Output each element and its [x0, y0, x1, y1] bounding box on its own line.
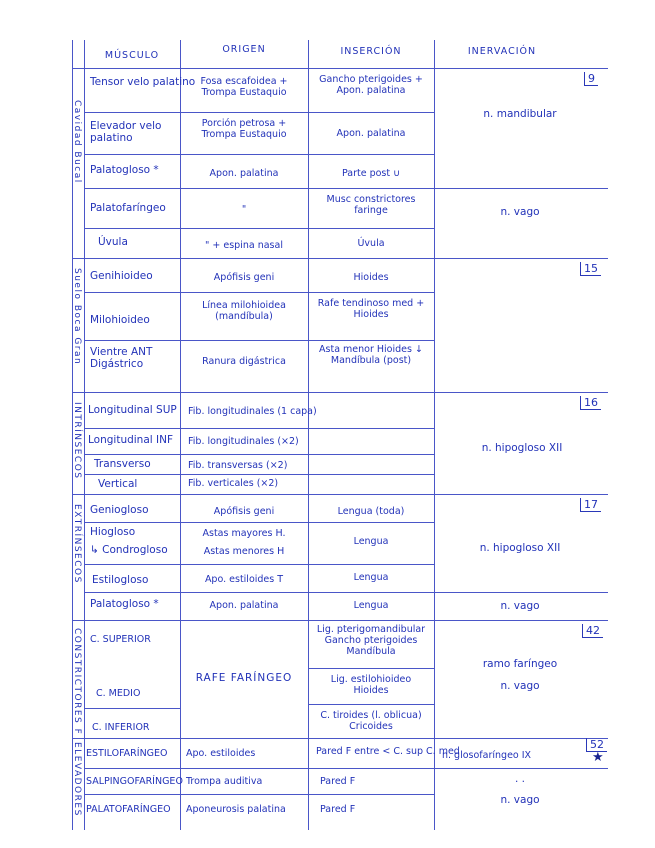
row-divider [308, 668, 434, 669]
notes-page [72, 30, 608, 830]
column-divider [180, 40, 181, 830]
origin-text: Apon. palatina [209, 600, 279, 611]
origin-text: Ranura digástrica [202, 356, 286, 367]
insertion-text: Lig. estilohioideo Hioides [330, 674, 412, 696]
muscle-name: PALATOFARÍNGEO [86, 804, 171, 815]
side-label-s6: ELEVADORES [72, 742, 82, 817]
header-origen: ORIGEN [222, 44, 266, 55]
innervation-text: n. glosofaríngeo IX [442, 750, 532, 761]
fibers-text: Fib. longitudinales (×2) [188, 436, 299, 447]
origin-text: RAFE FARÍNGEO [195, 672, 293, 684]
side-label-s2: Suelo Boca Gran [72, 268, 82, 366]
row-divider [84, 188, 608, 189]
row-divider [84, 474, 434, 475]
row-divider [84, 428, 434, 429]
muscle-name: Estilogloso [92, 574, 149, 586]
origin-text: Apo. estiloides T [204, 574, 284, 585]
insertion-text: Lig. pterigomandibular Gancho pterigoides Mandíbula [316, 624, 426, 657]
muscle-name: Palatofaríngeo [90, 202, 166, 214]
innervation-text: n. vago [500, 206, 540, 218]
origin-text: Apófisis geni [213, 506, 275, 517]
side-label-s5: CONSTRICTORES F [72, 628, 82, 736]
insertion-text: Lengua [353, 600, 389, 611]
innervation-text: n. hipogloso XII [481, 442, 563, 454]
insertion-text: Gancho pterigoides + Apon. palatina [319, 74, 423, 96]
row-divider [84, 112, 434, 113]
row-divider [84, 340, 434, 341]
insertion-text: Pared F [320, 804, 356, 815]
section-divider [72, 620, 608, 621]
muscle-name: Geniogloso [90, 504, 149, 516]
innervation-text: n. vago [500, 680, 540, 692]
origin-text: Astas mayores H. [202, 528, 286, 539]
section-divider [72, 258, 608, 259]
header-insercion: INSERCIÓN [340, 46, 402, 57]
origin-text: Trompa auditiva [186, 776, 263, 787]
innervation-text: n. mandibular [483, 108, 557, 120]
insertion-text: Úvula [357, 238, 385, 249]
muscle-name: Vertical [98, 478, 138, 490]
row-divider [84, 522, 434, 523]
muscle-name: SALPINGOFARÍNGEO [86, 776, 183, 787]
origin-text: Aponeurosis palatina [186, 804, 286, 815]
section-number: 42 [582, 624, 603, 638]
row-divider [84, 794, 434, 795]
side-label-s3: INTRÍNSECOS [72, 402, 82, 480]
side-label-s4: EXTRÍNSECOS [72, 504, 82, 584]
muscle-name: Milohioideo [90, 314, 150, 326]
origin-text: " + espina nasal [205, 240, 283, 251]
muscle-name: Elevador velo palatino [90, 120, 162, 144]
origin-text: Apo. estiloides [186, 748, 256, 759]
muscle-name: C. MEDIO [96, 688, 141, 699]
section-divider [72, 392, 608, 393]
fibers-text: Fib. longitudinales (1 capa) [188, 406, 317, 417]
dots-mark: · · [514, 776, 526, 788]
muscle-name: Vientre ANT Digástrico [90, 346, 153, 370]
row-divider [84, 564, 434, 565]
header-musculo: MÚSCULO [104, 50, 160, 61]
muscle-name: Transverso [94, 458, 151, 470]
insertion-text: Asta menor Hioides ↓ Mandíbula (post) [319, 344, 423, 366]
row-divider [84, 292, 434, 293]
insertion-text: Pared F entre < C. sup C. med [316, 746, 460, 757]
row-divider [84, 592, 608, 593]
section-number: 17 [580, 498, 601, 512]
insertion-text: Pared F [320, 776, 356, 787]
row-divider [84, 228, 434, 229]
section-number: 9 [584, 72, 598, 86]
origin-text: Línea milohioidea (mandíbula) [202, 300, 286, 322]
muscle-name: Úvula [98, 236, 128, 248]
section-divider [72, 738, 608, 739]
insertion-text: Hioides [353, 272, 389, 283]
section-number: 52 [586, 738, 607, 752]
muscle-name: Longitudinal INF [88, 434, 174, 446]
muscle-name: Palatogloso * [90, 598, 159, 610]
innervation-text: n. vago [500, 600, 540, 612]
insertion-text: Apon. palatina [336, 128, 406, 139]
muscle-name: Tensor velo palatino [90, 76, 196, 88]
insertion-text: Musc constrictores faringe [326, 194, 416, 216]
star-icon: ★ [592, 750, 604, 765]
muscle-name: ESTILOFARÍNGEO [86, 748, 168, 759]
insertion-text: Lengua [353, 536, 389, 547]
row-divider [84, 708, 180, 709]
insertion-text: Parte post ∪ [341, 168, 401, 179]
column-divider [308, 40, 309, 830]
row-divider [308, 704, 434, 705]
fibers-text: Fib. verticales (×2) [188, 478, 279, 489]
muscle-name: C. INFERIOR [92, 722, 150, 733]
origin-text: Astas menores H [203, 546, 285, 557]
header-divider [72, 68, 608, 69]
muscle-name: Hiogloso [90, 526, 136, 538]
muscle-name: Palatogloso * [90, 164, 159, 176]
muscle-name: C. SUPERIOR [90, 634, 151, 645]
innervation-text: n. vago [500, 794, 540, 806]
insertion-text: Lengua (toda) [337, 506, 405, 517]
insertion-text: Rafe tendinoso med + Hioides [317, 298, 425, 320]
muscle-name: Longitudinal SUP [88, 404, 177, 416]
section-number: 16 [580, 396, 601, 410]
fibers-text: Fib. transversas (×2) [188, 460, 288, 471]
origin-text: " [241, 204, 247, 215]
insertion-text: Lengua [353, 572, 389, 583]
muscle-name: ↳ Condrogloso [90, 544, 168, 556]
origin-text: Porción petrosa + Trompa Eustaquio [201, 118, 287, 140]
section-number: 15 [580, 262, 601, 276]
origin-text: Apófisis geni [213, 272, 275, 283]
row-divider [84, 454, 434, 455]
header-inervacion: INERVACIÓN [467, 46, 537, 57]
section-divider [72, 494, 608, 495]
origin-text: Apon. palatina [209, 168, 279, 179]
column-divider [84, 40, 85, 830]
innervation-text: ramo faríngeo [482, 658, 558, 670]
column-divider [434, 40, 435, 830]
innervation-text: n. hipogloso XII [479, 542, 561, 554]
origin-text: Fosa escafoidea + Trompa Eustaquio [200, 76, 288, 98]
insertion-text: C. tiroides (l. oblicua) Cricoides [320, 710, 422, 732]
side-label-s1: Cavidad Bucal [72, 100, 82, 184]
row-divider [84, 154, 434, 155]
row-divider [84, 768, 608, 769]
muscle-name: Genihioideo [90, 270, 153, 282]
